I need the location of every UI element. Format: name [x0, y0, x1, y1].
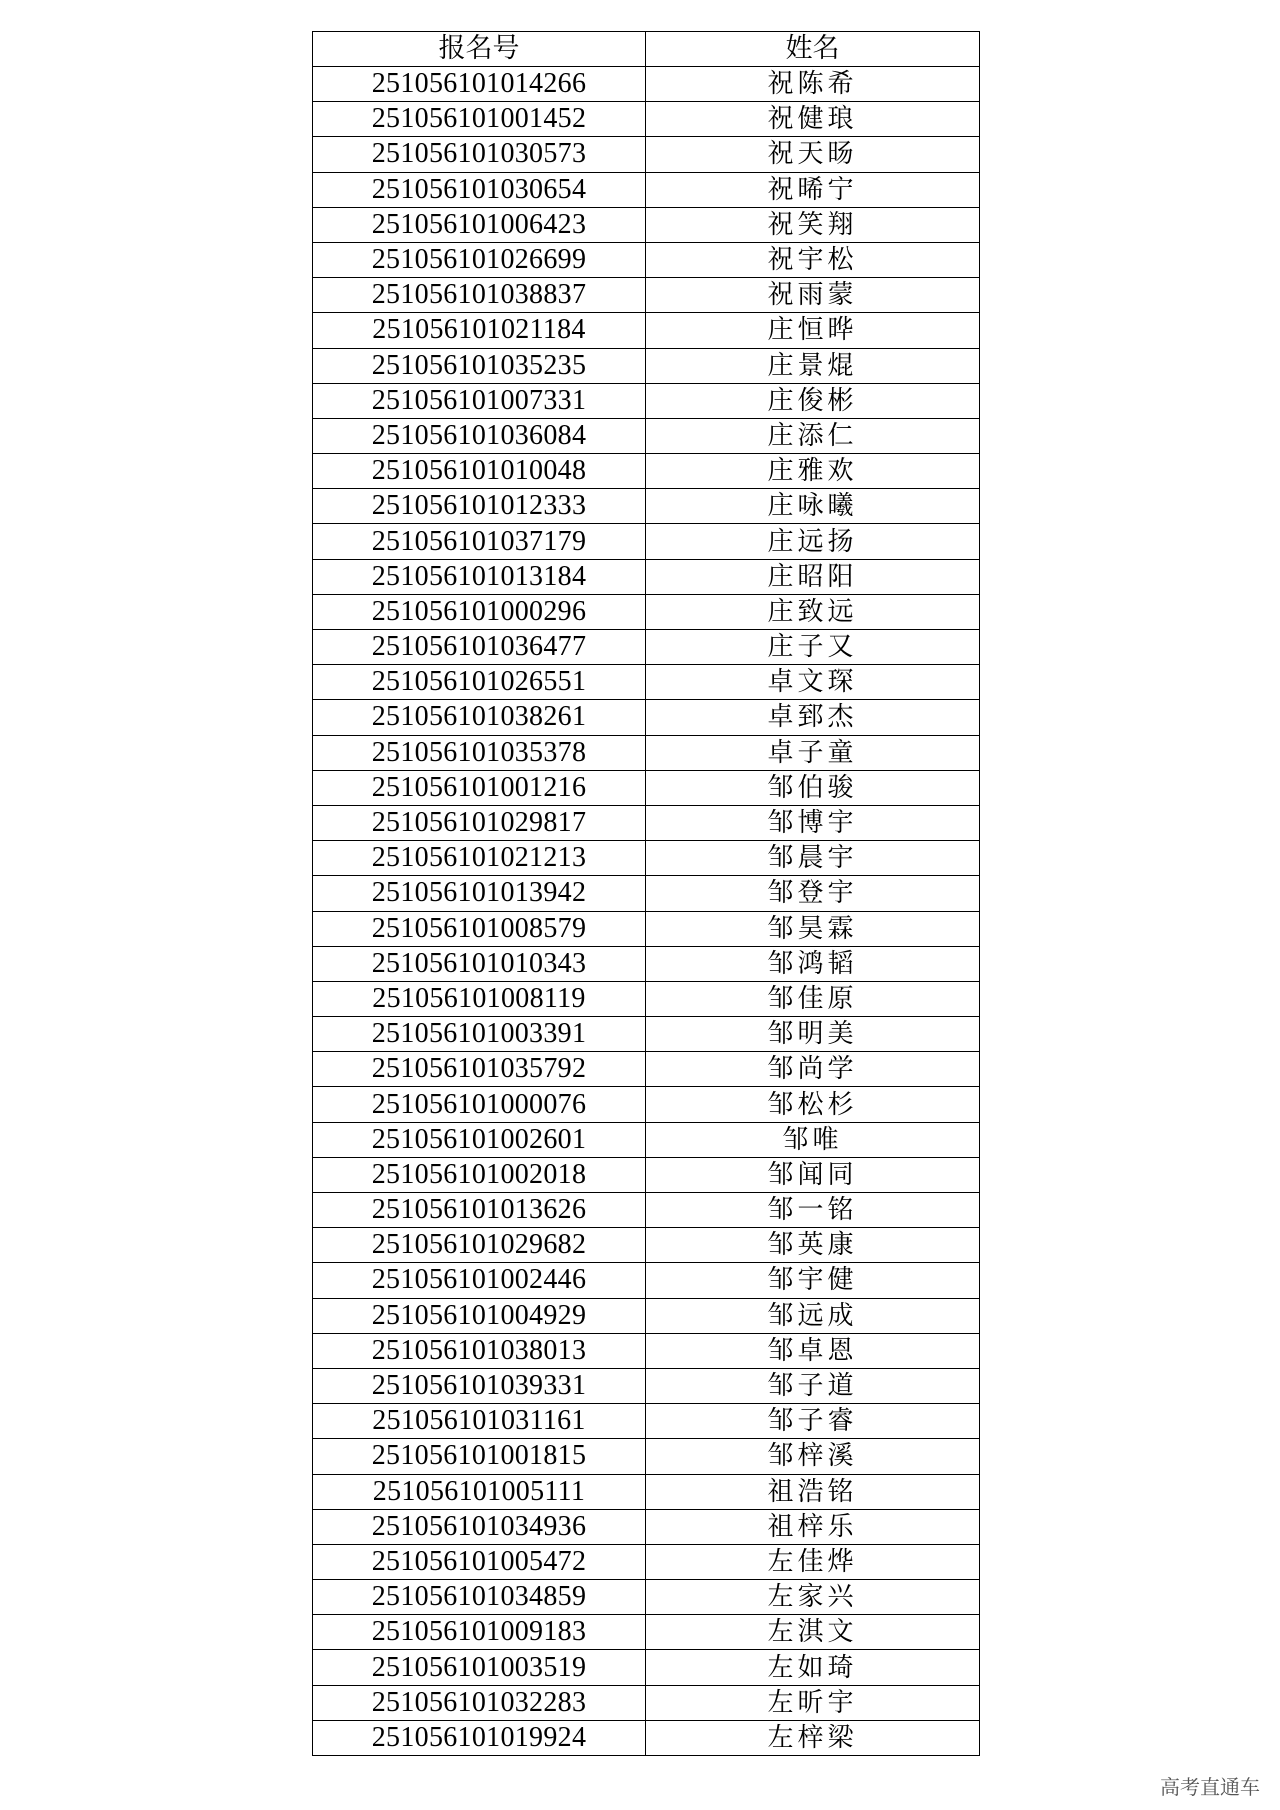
table-row [313, 1439, 980, 1474]
name-cell: 庄昭阳 [646, 559, 980, 594]
name-cell: 祝晞宁 [646, 172, 980, 207]
header-registration-number: 报名号 [313, 32, 646, 67]
name-cell: 庄雅欢 [646, 454, 980, 489]
registration-number-cell: 251056101032283 [313, 1685, 646, 1720]
registration-number-cell: 251056101038837 [313, 278, 646, 313]
table-row [313, 1087, 980, 1122]
name-cell: 祝雨蒙 [646, 278, 980, 313]
registration-number-cell: 251056101014266 [313, 67, 646, 102]
table-row [313, 348, 980, 383]
table-row [313, 137, 980, 172]
registration-number-cell: 251056101003519 [313, 1650, 646, 1685]
name-cell: 邹尚学 [646, 1052, 980, 1087]
registration-number-cell: 251056101002018 [313, 1157, 646, 1192]
name-cell: 邹子睿 [646, 1404, 980, 1439]
registration-number-cell: 251056101031161 [313, 1404, 646, 1439]
table-body [313, 67, 980, 1756]
registration-number-cell: 251056101030573 [313, 137, 646, 172]
name-cell: 祝笑翔 [646, 207, 980, 242]
table-row [313, 313, 980, 348]
table-row [313, 1157, 980, 1192]
table-row [313, 1580, 980, 1615]
table-row [313, 1685, 980, 1720]
name-cell: 祝天旸 [646, 137, 980, 172]
name-cell: 祝宇松 [646, 242, 980, 277]
table-row [313, 207, 980, 242]
table-row [313, 278, 980, 313]
table-row [313, 102, 980, 137]
table-row [313, 242, 980, 277]
table-row [313, 1404, 980, 1439]
table-row [313, 383, 980, 418]
registration-number-cell: 251056101000296 [313, 594, 646, 629]
name-cell: 邹梓溪 [646, 1439, 980, 1474]
registration-number-cell: 251056101001216 [313, 770, 646, 805]
registration-number-cell: 251056101038261 [313, 700, 646, 735]
name-cell: 邹伯骏 [646, 770, 980, 805]
table-row [313, 911, 980, 946]
name-cell: 左昕宇 [646, 1685, 980, 1720]
name-cell: 左如琦 [646, 1650, 980, 1685]
registration-number-cell: 251056101034859 [313, 1580, 646, 1615]
name-cell: 卓文琛 [646, 665, 980, 700]
registration-number-cell: 251056101010343 [313, 946, 646, 981]
registration-number-cell: 251056101013626 [313, 1193, 646, 1228]
table-row [313, 1193, 980, 1228]
table-row [313, 946, 980, 981]
table-row [313, 735, 980, 770]
registration-number-cell: 251056101035235 [313, 348, 646, 383]
registration-table-container [312, 31, 979, 1756]
name-cell: 庄远扬 [646, 524, 980, 559]
registration-number-cell: 251056101001815 [313, 1439, 646, 1474]
table-row [313, 1298, 980, 1333]
name-cell: 卓子童 [646, 735, 980, 770]
registration-number-cell: 251056101005111 [313, 1474, 646, 1509]
table-row [313, 594, 980, 629]
table-row [313, 1333, 980, 1368]
registration-number-cell: 251056101034936 [313, 1509, 646, 1544]
registration-number-cell: 251056101039331 [313, 1368, 646, 1403]
table-row [313, 1544, 980, 1579]
table-row [313, 1228, 980, 1263]
name-cell: 祝健琅 [646, 102, 980, 137]
table-row [313, 770, 980, 805]
table-row [313, 524, 980, 559]
name-cell: 邹博宇 [646, 805, 980, 840]
registration-number-cell: 251056101013942 [313, 876, 646, 911]
name-cell: 庄咏曦 [646, 489, 980, 524]
table-row [313, 489, 980, 524]
table-row [313, 841, 980, 876]
registration-number-cell: 251056101009183 [313, 1615, 646, 1650]
name-cell: 庄致远 [646, 594, 980, 629]
registration-number-cell: 251056101038013 [313, 1333, 646, 1368]
name-cell: 左淇文 [646, 1615, 980, 1650]
name-cell: 邹闻同 [646, 1157, 980, 1192]
registration-number-cell: 251056101005472 [313, 1544, 646, 1579]
table-row [313, 1368, 980, 1403]
table-row [313, 876, 980, 911]
table-row [313, 67, 980, 102]
name-cell: 庄恒晔 [646, 313, 980, 348]
table-row [313, 1615, 980, 1650]
name-cell: 左家兴 [646, 1580, 980, 1615]
table-row [313, 1017, 980, 1052]
name-cell: 庄俊彬 [646, 383, 980, 418]
registration-number-cell: 251056101019924 [313, 1720, 646, 1755]
name-cell: 邹宇健 [646, 1263, 980, 1298]
name-cell: 邹佳原 [646, 981, 980, 1016]
table-row [313, 418, 980, 453]
table-row [313, 1509, 980, 1544]
table-row [313, 981, 980, 1016]
watermark: 高考直通车 [1160, 1775, 1260, 1799]
registration-number-cell: 251056101006423 [313, 207, 646, 242]
registration-number-cell: 251056101008119 [313, 981, 646, 1016]
registration-number-cell: 251056101007331 [313, 383, 646, 418]
registration-number-cell: 251056101036477 [313, 630, 646, 665]
name-cell: 邹明美 [646, 1017, 980, 1052]
name-cell: 邹远成 [646, 1298, 980, 1333]
name-cell: 邹松杉 [646, 1087, 980, 1122]
header-name: 姓名 [646, 32, 980, 67]
table-row [313, 700, 980, 735]
name-cell: 邹卓恩 [646, 1333, 980, 1368]
registration-number-cell: 251056101029682 [313, 1228, 646, 1263]
table-row [313, 805, 980, 840]
table-row [313, 172, 980, 207]
name-cell: 邹唯 [646, 1122, 980, 1157]
registration-number-cell: 251056101021184 [313, 313, 646, 348]
name-cell: 邹一铭 [646, 1193, 980, 1228]
registration-number-cell: 251056101035792 [313, 1052, 646, 1087]
registration-number-cell: 251056101003391 [313, 1017, 646, 1052]
name-cell: 祖浩铭 [646, 1474, 980, 1509]
table-row [313, 454, 980, 489]
registration-number-cell: 251056101021213 [313, 841, 646, 876]
registration-table [312, 31, 980, 1756]
name-cell: 邹英康 [646, 1228, 980, 1263]
name-cell: 庄子又 [646, 630, 980, 665]
table-header-row [313, 32, 980, 67]
registration-number-cell: 251056101002446 [313, 1263, 646, 1298]
name-cell: 邹鸿韬 [646, 946, 980, 981]
registration-number-cell: 251056101000076 [313, 1087, 646, 1122]
table-row [313, 1263, 980, 1298]
registration-number-cell: 251056101036084 [313, 418, 646, 453]
registration-number-cell: 251056101035378 [313, 735, 646, 770]
name-cell: 庄景焜 [646, 348, 980, 383]
name-cell: 祝陈希 [646, 67, 980, 102]
registration-number-cell: 251056101001452 [313, 102, 646, 137]
registration-number-cell: 251056101026699 [313, 242, 646, 277]
name-cell: 左梓梁 [646, 1720, 980, 1755]
registration-number-cell: 251056101004929 [313, 1298, 646, 1333]
table-row [313, 1052, 980, 1087]
name-cell: 邹昊霖 [646, 911, 980, 946]
table-row [313, 559, 980, 594]
registration-number-cell: 251056101030654 [313, 172, 646, 207]
name-cell: 邹晨宇 [646, 841, 980, 876]
name-cell: 卓郅杰 [646, 700, 980, 735]
table-row [313, 1650, 980, 1685]
table-row [313, 630, 980, 665]
name-cell: 左佳烨 [646, 1544, 980, 1579]
registration-number-cell: 251056101010048 [313, 454, 646, 489]
name-cell: 邹子道 [646, 1368, 980, 1403]
registration-number-cell: 251056101002601 [313, 1122, 646, 1157]
registration-number-cell: 251056101029817 [313, 805, 646, 840]
name-cell: 邹登宇 [646, 876, 980, 911]
registration-number-cell: 251056101013184 [313, 559, 646, 594]
registration-number-cell: 251056101026551 [313, 665, 646, 700]
table-row [313, 1122, 980, 1157]
name-cell: 庄添仁 [646, 418, 980, 453]
table-row [313, 665, 980, 700]
registration-number-cell: 251056101037179 [313, 524, 646, 559]
registration-number-cell: 251056101008579 [313, 911, 646, 946]
name-cell: 祖梓乐 [646, 1509, 980, 1544]
registration-number-cell: 251056101012333 [313, 489, 646, 524]
table-row [313, 1720, 980, 1755]
table-row [313, 1474, 980, 1509]
